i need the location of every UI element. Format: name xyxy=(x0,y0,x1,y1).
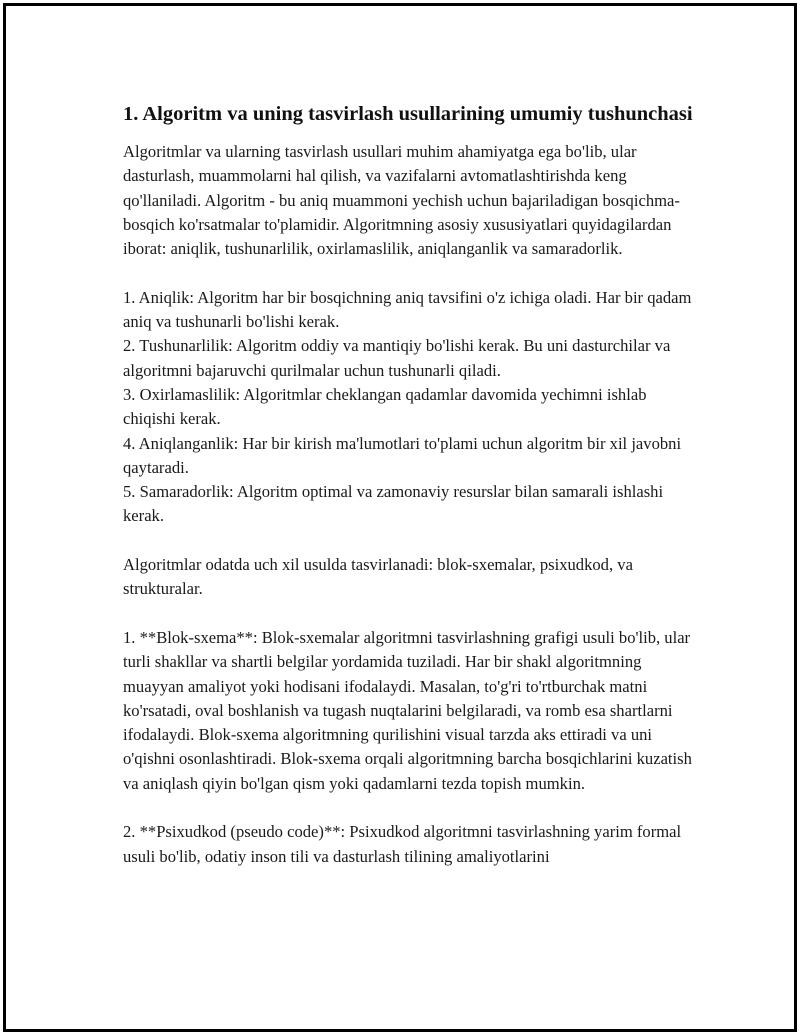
intro-paragraph: Algoritmlar va ularning tasvirlash usullari muhim ahamiyatga ega bo'lib, ular dasturlash, muammolarni hal qilish, va vazifalarni avtomatlashtirishda keng qo'llaniladi. Algoritm - bu aniq muammoni yechish uchun bajariladigan bosqichma-bosqich ko'rsatmalar to'plamidir. Algoritmning asosiy xususiyatlari quyidagilardan iborat: aniqlik, tushunarlilik, oxirlamaslilik, aniqlanganlik va samaradorlik. xyxy=(123,142,680,259)
property-item-aniqlik: 1. Aniqlik: Algoritm har bir bosqichning aniq tavsifini o'z ichiga oladi. Har bir qadam aniq va tushunarli bo'lishi kerak. xyxy=(123,287,692,332)
properties-list xyxy=(123,286,695,529)
property-item-oxirlamaslilik: 3. Oxirlamaslilik: Algoritmlar cheklangan qadamlar davomida yechimni ishlab chiqishi kerak. xyxy=(123,384,647,429)
property-item-aniqlanganlik: 4. Aniqlanganlik: Har bir kirish ma'lumotlari to'plami uchun algoritm bir xil javobni qaytaradi. xyxy=(123,433,682,477)
section-heading: 1. Algoritm va uning tasvirlash usullarining umumiy tushunchasi xyxy=(123,103,693,125)
property-item-tushunarlilik: 2. Tushunarlilik: Algoritm oddiy va mantiqiy bo'lishi kerak. Bu uni dasturchilar va algoritmni bajaruvchi qurilmalar uchun tushunarli qiladi. xyxy=(123,336,671,380)
psixudkod-paragraph: 2. **Psixudkod (pseudo code)**: Psixudkod algoritmni tasvirlashning yarim formal usuli bo'lib, odatiy inson tili va dasturlash tilining amaliyotlarini xyxy=(123,822,682,866)
blok-sxema-paragraph: 1. **Blok-sxema**: Blok-sxemalar algoritmni tasvirlashning grafigi usuli bo'lib, ular turli shakllar va shartli belgilar yordamida tuziladi. Har bir shakl algoritmning muayyan amaliyot yoki hodisani ifodalaydi. Masalan, to'g'ri to'rtburchak matni ko'rsatadi, oval boshlanish va tugash nuqtalarini belgilaradi, va romb esa shartlarni ifodalaydi. Blok-sxema algoritmning qurilishini visual tarzda aks ettiradi va uni o'qishni osonlashtiradi. Blok-sxema orqali algoritmning barcha bosqichlarini kuzatish va aniqlash qiyin bo'lgan qism yoki qadamlarni tezda topish mumkin. xyxy=(123,627,692,793)
property-item-samaradorlik: 5. Samaradorlik: Algoritm optimal va zamonaviy resurslar bilan samarali ishlashi kerak. xyxy=(123,482,664,526)
document-content xyxy=(123,100,695,893)
methods-intro-paragraph: Algoritmlar odatda uch xil usulda tasvirlanadi: blok-sxemalar, psixudkod, va strukturalar. xyxy=(123,555,633,599)
document-page xyxy=(3,3,797,1032)
